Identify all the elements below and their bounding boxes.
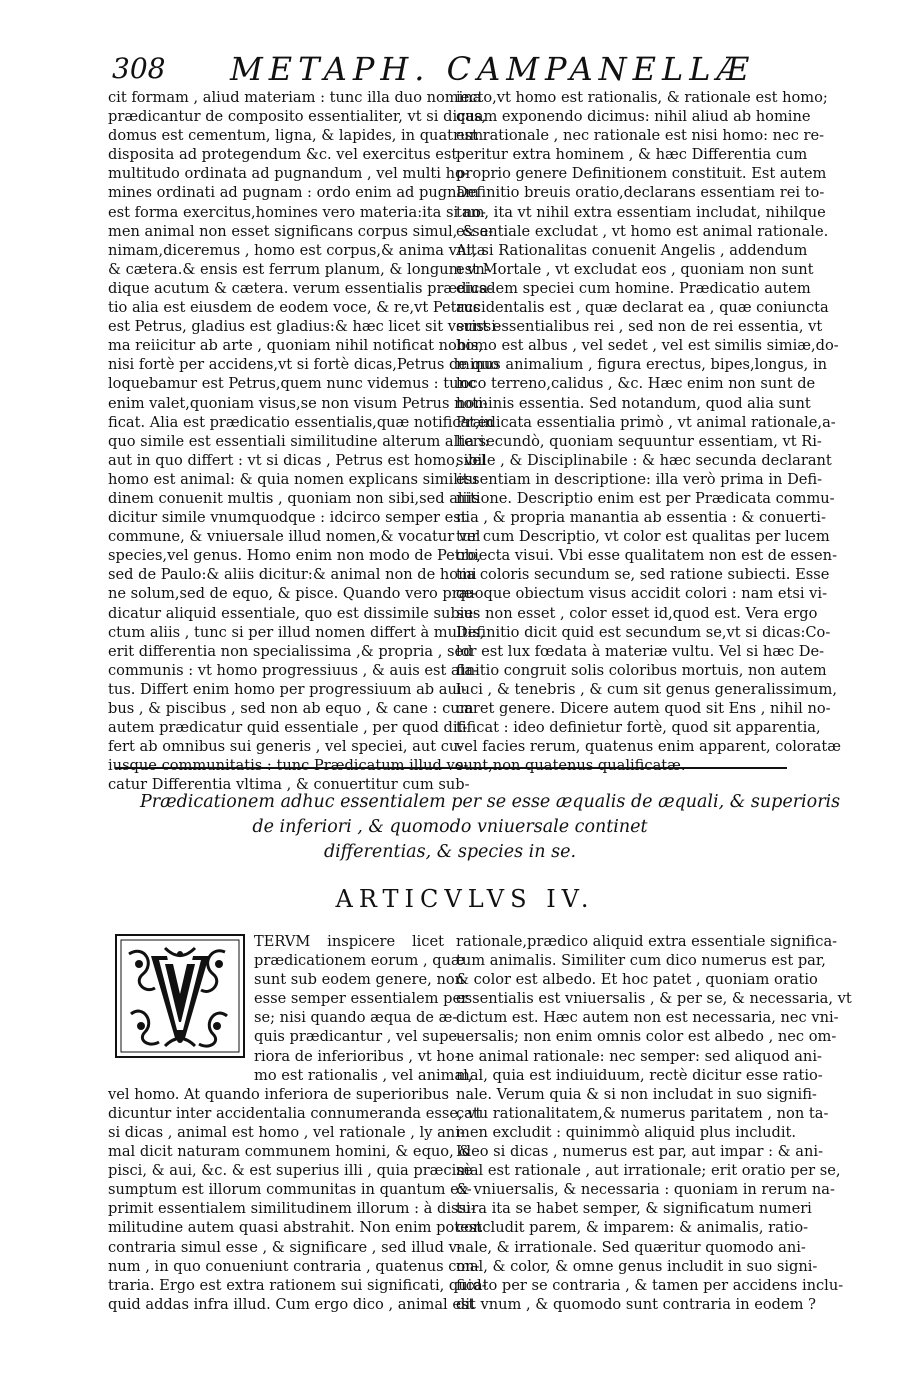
text-line: bus , & piscibus , sed non ab equo , & cane : cum xyxy=(108,700,474,717)
text-line: se; nisi quando æqua de æ- xyxy=(254,1009,458,1027)
text-line: sunt,non quatenus qualificatæ. xyxy=(456,757,686,775)
text-line: dictum est. Hæc autem non est necessaria, nec vni- xyxy=(456,1009,839,1027)
text-line: ma reiicitur ab arte , quoniam nihil notificat nobis, xyxy=(108,337,483,355)
text-line: rationale,prædico aliquid extra essentiale significa- xyxy=(456,933,838,950)
text-line: nale, & irrationale. Sed quæritur quomodo ani- xyxy=(456,1238,806,1256)
text-line: dicuntur inter accidentalia connumeranda esse, vt xyxy=(108,1104,482,1122)
text-line: riora de inferioribus , vt ho- xyxy=(254,1047,460,1065)
text-line: nitione. Descriptio enim est per Prædicata commu- xyxy=(456,489,835,507)
text-line: mines ordinati ad pugnam : ordo enim ad pugnam xyxy=(108,184,480,202)
text-line: hominis essentia. Sed notandum, quod alia sunt xyxy=(456,394,811,412)
text-line: est Mortale , vt excludat eos , quoniam non sunt xyxy=(456,260,814,278)
text-line: pisci, & aui, &c. & est superius illi , quia præcisè xyxy=(108,1162,473,1180)
text-line: quid addas infra illud. Cum ergo dico , animal est xyxy=(108,1295,475,1313)
text-line: prædicationem eorum , quæ xyxy=(254,952,465,970)
text-line: disposita ad protegendum &c. vel exercitus est xyxy=(108,146,458,164)
text-line: At, si Rationalitas conuenit Angelis , addendum xyxy=(456,241,808,259)
text-line: lia secundò, quoniam sequuntur essentiam, vt Ri- xyxy=(456,432,822,450)
text-line: est forma exercitus,homines vero materia:ita si no- xyxy=(108,203,486,221)
text-line: quam exponendo dicimus: nihil aliud ab homine xyxy=(456,108,811,126)
page-number: 308 xyxy=(112,52,166,85)
text-line: communis : vt homo progressiuus , & auis est ala- xyxy=(108,661,479,679)
text-line: ne solum,sed de equo, & pisce. Quando vero præ- xyxy=(108,585,478,603)
text-line: enim valet,quoniam visus,se non visum Petrus noti- xyxy=(108,394,488,412)
text-line: nimam,diceremus , homo est corpus,& anima vnita xyxy=(108,241,486,259)
text-line: Prædicata essentialia primò , vt animal rationale,a- xyxy=(456,413,836,431)
text-line: homo est animal: & quia nomen explicans similitu xyxy=(108,470,478,488)
text-line: nia , & propria manantia ab essentia : & conuerti- xyxy=(456,509,826,527)
text-line: autem prædicatur quid essentiale , per quod dif- xyxy=(108,719,468,737)
text-line: dit vnum , & quomodo sunt contraria in eodem ? xyxy=(456,1295,816,1313)
text-column-top-left xyxy=(108,88,501,794)
text-line: TERVM inspicere licet xyxy=(254,933,444,950)
text-line: sumptum est illorum communitas in quantum ex- xyxy=(108,1181,472,1199)
text-line: iusque communitatis : tunc Prædicatum illud vo- xyxy=(108,757,469,775)
text-line: fert ab omnibus sui generis , vel speciei, aut cu- xyxy=(108,738,464,756)
text-line: & cætera.& ensis est ferrum planum, & longum vn- xyxy=(108,260,490,278)
text-line: contraria simul esse , & significare , sed illud v- xyxy=(108,1238,462,1256)
text-line: ficato per se contraria , & tamen per accidens inclu- xyxy=(456,1276,844,1294)
text-line: proprio genere Definitionem constituit. Est autem xyxy=(456,165,827,183)
text-line: dique acutum & cætera. verum essentialis prædica- xyxy=(108,279,493,297)
text-line: concludit parem, & imparem: & animalis, ratio- xyxy=(456,1219,809,1237)
text-line: domus est cementum, ligna, & lapides, in quatrum xyxy=(108,127,484,145)
text-line: traria. Ergo est extra rationem sui significati, quid- xyxy=(108,1276,487,1294)
text-line: loquebamur est Petrus,quem nunc videmus : tunc xyxy=(108,375,477,393)
text-line: & color est albedo. Et hoc patet , quoniam oratio xyxy=(456,971,818,989)
text-line: tam, ita vt nihil extra essentiam includat, nihilque xyxy=(456,203,826,221)
section-divider xyxy=(115,767,787,769)
text-line: cit formam , aliud materiam : tunc illa duo nomina xyxy=(108,89,482,106)
text-line: Definitio breuis oratio,declarans essentiam rei to- xyxy=(456,184,825,202)
text-line: essentialis est vniuersalis , & per se, & necessaria, vt xyxy=(456,990,852,1008)
text-line: tura ita se habet semper, & significatum numeri xyxy=(456,1200,812,1218)
text-line: luci , & tenebris , & cum sit genus generalissimum, xyxy=(456,680,838,698)
text-line: uersalis; non enim omnis color est albedo , nec om- xyxy=(456,1028,837,1046)
text-line: catu rationalitatem,& numerus paritatem , non ta- xyxy=(456,1104,829,1122)
text-line: tus. Differt enim homo per progressiuum ab aui- xyxy=(108,680,467,698)
text-line: aut in quo differt : vt si dicas , Petrus est homo, vel xyxy=(108,451,486,469)
text-line: iecto,vt homo est rationalis, & rationale est homo; xyxy=(456,89,828,106)
text-line: tificat : ideo definietur fortè, quod sit apparentia, xyxy=(456,719,821,737)
text-line: lor est lux fœdata à materiæ vultu. Vel si hæc De- xyxy=(456,642,825,660)
text-column-top-right xyxy=(456,88,841,775)
running-head: METAPH. CAMPANELLÆ xyxy=(230,50,755,88)
text-line: nale. Verum quia & si non includat in suo signifi- xyxy=(456,1085,817,1103)
text-line: quis prædicantur , vel supe- xyxy=(254,1028,462,1046)
text-line: eiusdem speciei cum homine. Prædicatio autem xyxy=(456,279,811,297)
text-line: quoque obiectum visus accidit colori : nam etsi vi- xyxy=(456,585,828,603)
heading-line: Prædicationem adhuc essentialem per se esse æqualis de æquali, & superioris xyxy=(140,792,841,812)
text-line: dinem conuenit multis , quoniam non sibi,sed aliis xyxy=(108,489,480,507)
text-line: mal, & color, & omne genus includit in suo signi- xyxy=(456,1257,818,1275)
text-line: quo simile est essentiali similitudine alterum alteri: xyxy=(108,432,490,450)
text-column-bottom-left xyxy=(108,932,487,1314)
text-line: ficat. Alia est prædicatio essentialis,quæ notificat,in xyxy=(108,413,494,431)
text-line: essentiale excludat , vt homo est animal rationale. xyxy=(456,222,829,240)
text-line: mal est rationale , aut irrationale; erit oratio per se, xyxy=(456,1162,841,1180)
text-line: essentiam in descriptione: illa verò prima in Defi- xyxy=(456,470,823,488)
text-line: men animal non esset significans corpus simul, & a- xyxy=(108,222,494,240)
text-line: caret genere. Dicere autem quod sit Ens , nihil no- xyxy=(456,700,831,717)
text-line: Ideo si dicas , numerus est par, aut impar : & ani- xyxy=(456,1143,824,1161)
text-line: obiecta visui. Vbi esse qualitatem non est de essen- xyxy=(456,547,838,565)
text-line: loco terreno,calidus , &c. Hæc enim non sunt de xyxy=(456,375,816,393)
text-line: multitudo ordinata ad pugnandum , vel multi ho- xyxy=(108,165,469,183)
text-line: tia coloris secundum se, sed ratione subiecti. Esse xyxy=(456,566,830,584)
text-line: peritur extra hominem , & hæc Differentia cum xyxy=(456,146,808,164)
text-line: mal, quia est indiuiduum, rectè dicitur esse ratio- xyxy=(456,1066,823,1084)
text-line: est Petrus, gladius est gladius:& hæc licet sit verissi- xyxy=(108,318,501,336)
text-column-bottom-right xyxy=(456,932,852,1314)
text-line: minus animalium , figura erectus, bipes,longus, in xyxy=(456,356,828,374)
text-line: primit essentialem similitudinem illorum : à dissi- xyxy=(108,1200,476,1218)
text-line: num , in quo conueniunt contraria , quatenus con- xyxy=(108,1257,480,1275)
text-line: dicatur aliquid essentiale, quo est dissimile subie- xyxy=(108,604,479,622)
text-line: men excludit : quinimmò aliquid plus includit. xyxy=(456,1123,797,1141)
text-line: esse semper essentialem per xyxy=(254,990,469,1008)
text-line: catur Differentia vltima , & conuertitur cum sub- xyxy=(108,776,470,794)
text-line: ne animal rationale: nec semper: sed aliquod ani- xyxy=(456,1047,822,1065)
text-line: ctum aliis , tunc si per illud nomen differt à multis, xyxy=(108,623,485,641)
text-line: accidentalis est , quæ declarat ea , quæ coniuncta xyxy=(456,299,829,317)
text-line: & vniuersalis, & necessaria : quoniam in rerum na- xyxy=(456,1181,835,1199)
text-line: vel homo. At quando inferiora de superioribus xyxy=(108,1085,450,1103)
text-line: commune, & vniuersale illud nomen,& vocatur vel xyxy=(108,528,481,546)
text-line: mal dicit naturam communem homini, & equo, & xyxy=(108,1143,472,1161)
text-line: sibile , & Disciplinabile : & hæc secunda declarant xyxy=(456,451,832,469)
text-line: species,vel genus. Homo enim non modo de Petro, xyxy=(108,547,482,565)
text-line: finitio congruit solis coloribus mortuis, non autem xyxy=(456,661,827,679)
text-line: vel facies rerum, quatenus enim apparent, coloratæ xyxy=(456,738,841,756)
text-line: nisi fortè per accidens,vt si fortè dicas,Petrus de quo xyxy=(108,356,500,374)
text-line: militudine autem quasi abstrahit. Non enim potest xyxy=(108,1219,483,1237)
text-line: tum animalis. Similiter cum dico numerus est par, xyxy=(456,952,826,970)
text-line: sunt sub eodem genere, non xyxy=(254,971,465,989)
text-line: sus non esset , color esset id,quod est. Vera ergo xyxy=(456,604,818,622)
text-line: dicitur simile vnumquodque : idcirco semper est xyxy=(108,509,467,527)
text-line: homo est albus , vel sedet , vel est similis simiæ,do- xyxy=(456,337,839,355)
text-line: sed de Paulo:& aliis dicitur:& animal non de homi xyxy=(108,566,477,584)
page-header xyxy=(112,50,755,90)
text-line: est rationale , nec rationale est nisi homo: nec re- xyxy=(456,127,825,145)
text-line: mo est rationalis , vel animal, xyxy=(254,1066,473,1084)
heading-line: differentias, & species in se. xyxy=(323,842,577,862)
text-line: Definitio dicit quid est secundum se,vt si dicas:Co- xyxy=(456,623,831,641)
article-heading xyxy=(140,790,841,865)
text-line: prædicantur de composito essentialiter, vt si dicas, xyxy=(108,108,487,126)
text-line: si dicas , animal est homo , vel rationale , ly ani- xyxy=(108,1123,465,1141)
text-line: tio alia est eiusdem de eodem voce, & re,vt Petrus xyxy=(108,299,481,317)
text-line: erit differentia non specialissima ,& propria , sed xyxy=(108,642,473,660)
heading-line: de inferiori , & quomodo vniuersale continet xyxy=(252,817,648,837)
article-title: ARTICVLVS IV. xyxy=(335,885,595,913)
text-line: tur cum Descriptio, vt color est qualitas per lucem xyxy=(456,528,830,546)
text-line: sunt essentialibus rei , sed non de rei essentia, vt xyxy=(456,318,823,336)
